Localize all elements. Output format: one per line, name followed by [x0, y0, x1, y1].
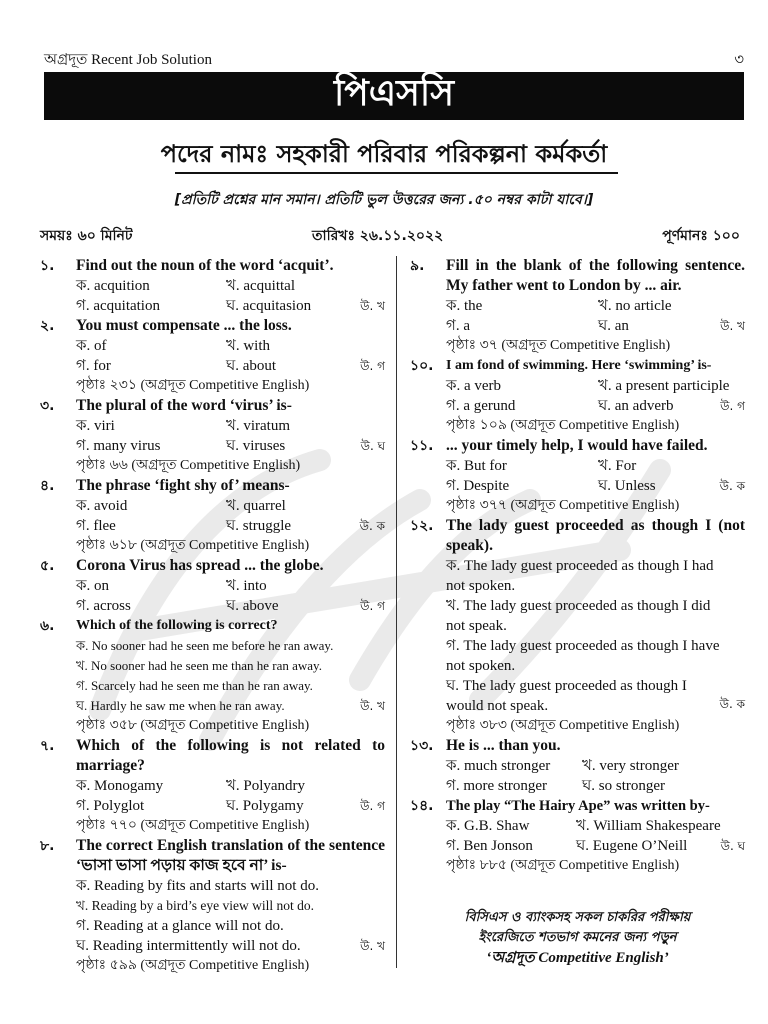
page-reference: পৃষ্ঠাঃ ৫৯৯ (অগ্রদূত Competitive English) [76, 958, 310, 973]
question-number: ২. [40, 318, 55, 334]
answer-key: উ. খ [360, 699, 385, 713]
option-d: ঘ. an adverb [598, 398, 674, 414]
page-reference: পৃষ্ঠাঃ ৩৮৩ (অগ্রদূত Competitive English) [446, 718, 680, 733]
option-d: ঘ. about [226, 358, 277, 374]
option-a: ক. much stronger [446, 758, 551, 774]
question-number: ৭. [40, 738, 55, 754]
option-b: খ. viratum [226, 418, 291, 434]
option-a: ক. G.B. Shaw [446, 818, 530, 834]
page-reference: পৃষ্ঠাঃ ৩৫৮ (অগ্রদূত Competitive English) [76, 718, 310, 733]
option-a: ক. avoid [76, 498, 128, 514]
answer-key: উ. ক [719, 697, 745, 711]
question-text: ... your timely help, I would have failed. [446, 437, 708, 454]
option-c: গ. The lady guest proceeded as though I have not spoken. [446, 638, 720, 674]
left-column [40, 256, 385, 976]
page-reference: পৃষ্ঠাঃ ৩৭৭ (অগ্রদূত Competitive English) [446, 498, 680, 513]
answer-key: উ. ঘ [720, 839, 745, 853]
question-text: He is ... than you. [446, 737, 561, 754]
option-d: ঘ. Polygamy [226, 798, 304, 814]
exam-date: তারিখঃ ২৬.১১.২০২২ [312, 228, 444, 244]
option-c: গ. acquitation [76, 298, 160, 314]
option-b: খ. Polyandry [226, 778, 306, 794]
column-divider [396, 256, 397, 968]
option-b: খ. For [598, 458, 637, 474]
option-d: ঘ. so stronger [582, 778, 666, 794]
question-12 [410, 516, 745, 736]
question-number: ১০. [410, 358, 434, 374]
option-b: খ. with [226, 338, 271, 354]
question-7 [40, 736, 385, 836]
question-text: The phrase ‘fight shy of’ means- [76, 477, 290, 494]
answer-key: উ. খ [720, 319, 745, 333]
option-c: গ. Polyglot [76, 798, 145, 814]
option-c: গ. more stronger [446, 778, 548, 794]
answer-key: উ. ঘ [360, 439, 385, 453]
right-column [410, 256, 745, 876]
question-number: ৬. [40, 618, 55, 634]
question-9 [410, 256, 745, 356]
answer-key: উ. খ [360, 939, 385, 953]
question-text: Which of the following is not related to marriage? [76, 737, 385, 774]
option-a: ক. the [446, 298, 483, 314]
option-b: খ. very stronger [582, 758, 679, 774]
question-text: The lady guest proceeded as though I (not speak). [446, 517, 745, 554]
option-c: গ. a gerund [446, 398, 516, 414]
question-text: You must compensate ... the loss. [76, 317, 292, 334]
option-d: ঘ. Hardly he saw me when he ran away. [76, 698, 285, 713]
option-b: খ. William Shakespeare [576, 818, 721, 834]
post-title: পদের নামঃ সহকারী পরিবার পরিকল্পনা কর্মকর্তা [160, 140, 608, 168]
question-6 [40, 616, 385, 736]
ad-line-3: ‘অগ্রদূত Competitive English’ [486, 950, 669, 966]
option-c: গ. Ben Jonson [446, 838, 533, 854]
option-a: ক. Monogamy [76, 778, 164, 794]
option-c: গ. flee [76, 518, 116, 534]
page-reference: পৃষ্ঠাঃ ৮৮৫ (অগ্রদূত Competitive English) [446, 858, 680, 873]
question-3 [40, 396, 385, 476]
answer-key: উ. গ [360, 599, 385, 613]
question-number: ৩. [40, 398, 55, 414]
option-a: ক. But for [446, 458, 507, 474]
answer-key: উ. ক [359, 519, 385, 533]
option-b: খ. no article [598, 298, 672, 314]
option-c: গ. Scarcely had he seen me than he ran away. [76, 678, 313, 693]
book-advertisement [410, 908, 745, 968]
option-c: গ. across [76, 598, 131, 614]
question-13 [410, 736, 745, 796]
question-number: ৮. [40, 838, 55, 854]
question-number: ৫. [40, 558, 55, 574]
option-b: খ. a present participle [598, 378, 730, 394]
page-reference: পৃষ্ঠাঃ ৩৭ (অগ্রদূত Competitive English) [446, 338, 671, 353]
option-d: ঘ. struggle [226, 518, 292, 534]
question-text: The play “The Hairy Ape” was written by- [446, 798, 710, 814]
page-reference: পৃষ্ঠাঃ ৬১৮ (অগ্রদূত Competitive English) [76, 538, 310, 553]
option-a: ক. The lady guest proceeded as though I had not spoken. [446, 558, 714, 594]
page-number: ৩ [734, 52, 744, 68]
question-1 [40, 256, 385, 316]
answer-key: উ. গ [360, 359, 385, 373]
option-d: ঘ. acquitasion [226, 298, 312, 314]
question-4 [40, 476, 385, 556]
page-reference: পৃষ্ঠাঃ ৭৭০ (অগ্রদূত Competitive English) [76, 818, 310, 833]
instruction-text: [প্রতিটি প্রশ্নের মান সমান। প্রতিটি ভুল উত্তরের জন্য .৫০ নম্বর কাটা যাবে।] [174, 192, 594, 208]
option-b: খ. quarrel [226, 498, 286, 514]
option-c: গ. Despite [446, 478, 510, 494]
answer-key: উ. খ [360, 299, 385, 313]
question-number: ৯. [410, 258, 425, 274]
question-text: Corona Virus has spread ... the globe. [76, 557, 324, 574]
question-text: Fill in the blank of the following sentence. My father went to London by ... air. [446, 257, 745, 294]
option-d: ঘ. Unless [598, 478, 656, 494]
ad-line-2: ইংরেজিতে শতভাগ কমনের জন্য পড়ুন [478, 930, 677, 945]
question-number: ১২. [410, 518, 434, 534]
exam-meta [40, 224, 740, 244]
page-reference: পৃষ্ঠাঃ ১০৯ (অগ্রদূত Competitive English) [446, 418, 680, 433]
question-14 [410, 796, 745, 876]
option-a: ক. acquition [76, 278, 150, 294]
option-c: গ. a [446, 318, 470, 334]
option-a: ক. Reading by fits and starts will not do. [76, 878, 319, 894]
option-c: গ. Reading at a glance will not do. [76, 918, 284, 934]
exam-time: সময়ঃ ৬০ মিনিট [40, 228, 133, 244]
ad-line-1: বিসিএস ও ব্যাংকসহ সকল চাকরির পরীক্ষায় [464, 910, 691, 925]
option-d: ঘ. Reading intermittently will not do. [76, 938, 301, 954]
question-number: ১৪. [410, 798, 434, 814]
option-a: ক. a verb [446, 378, 502, 394]
option-b: খ. The lady guest proceeded as though I did not speak. [446, 598, 711, 634]
option-a: ক. viri [76, 418, 115, 434]
question-text: I am fond of swimming. Here ‘swimming’ is- [446, 358, 712, 373]
option-c: গ. for [76, 358, 111, 374]
question-text: Which of the following is correct? [76, 618, 278, 633]
option-d: ঘ. an [598, 318, 629, 334]
option-d: ঘ. The lady guest proceeded as though I would not speak. [446, 678, 687, 714]
option-b: খ. Reading by a bird’s eye view will not do. [76, 898, 314, 913]
answer-key: উ. ক [719, 479, 745, 493]
question-5 [40, 556, 385, 616]
question-text: The plural of the word ‘virus’ is- [76, 397, 292, 414]
answer-key: উ. গ [720, 399, 745, 413]
option-c: গ. many virus [76, 438, 161, 454]
option-b: খ. into [226, 578, 267, 594]
option-a: ক. No sooner had he seen me before he ran away. [76, 638, 334, 653]
question-2 [40, 316, 385, 396]
question-number: ১. [40, 258, 55, 274]
question-8 [40, 836, 385, 976]
answer-key: উ. গ [360, 799, 385, 813]
option-d: ঘ. above [226, 598, 279, 614]
option-d: ঘ. viruses [226, 438, 286, 454]
question-number: ১১. [410, 438, 434, 454]
exam-banner: পিএসসি [44, 72, 744, 120]
question-text: The correct English translation of the sentence ‘ভাসা ভাসা পড়ায় কাজ হবে না’ is- [76, 837, 385, 874]
option-a: ক. of [76, 338, 107, 354]
full-marks: পূর্ণমানঃ ১০০ [662, 228, 740, 244]
option-d: ঘ. Eugene O’Neill [576, 838, 688, 854]
option-b: খ. acquittal [226, 278, 295, 294]
page-reference: পৃষ্ঠাঃ ২৩১ (অগ্রদূত Competitive English) [76, 378, 310, 393]
question-number: ১৩. [410, 738, 434, 754]
question-text: Find out the noun of the word ‘acquit’. [76, 257, 334, 274]
question-10 [410, 356, 745, 436]
question-11 [410, 436, 745, 516]
running-header-title: অগ্রদূত Recent Job Solution [44, 52, 212, 68]
page-reference: পৃষ্ঠাঃ ৬৬ (অগ্রদূত Competitive English) [76, 458, 301, 473]
post-title-underline [175, 172, 618, 174]
question-number: ৪. [40, 478, 55, 494]
option-a: ক. on [76, 578, 109, 594]
option-b: খ. No sooner had he seen me than he ran away. [76, 658, 322, 673]
